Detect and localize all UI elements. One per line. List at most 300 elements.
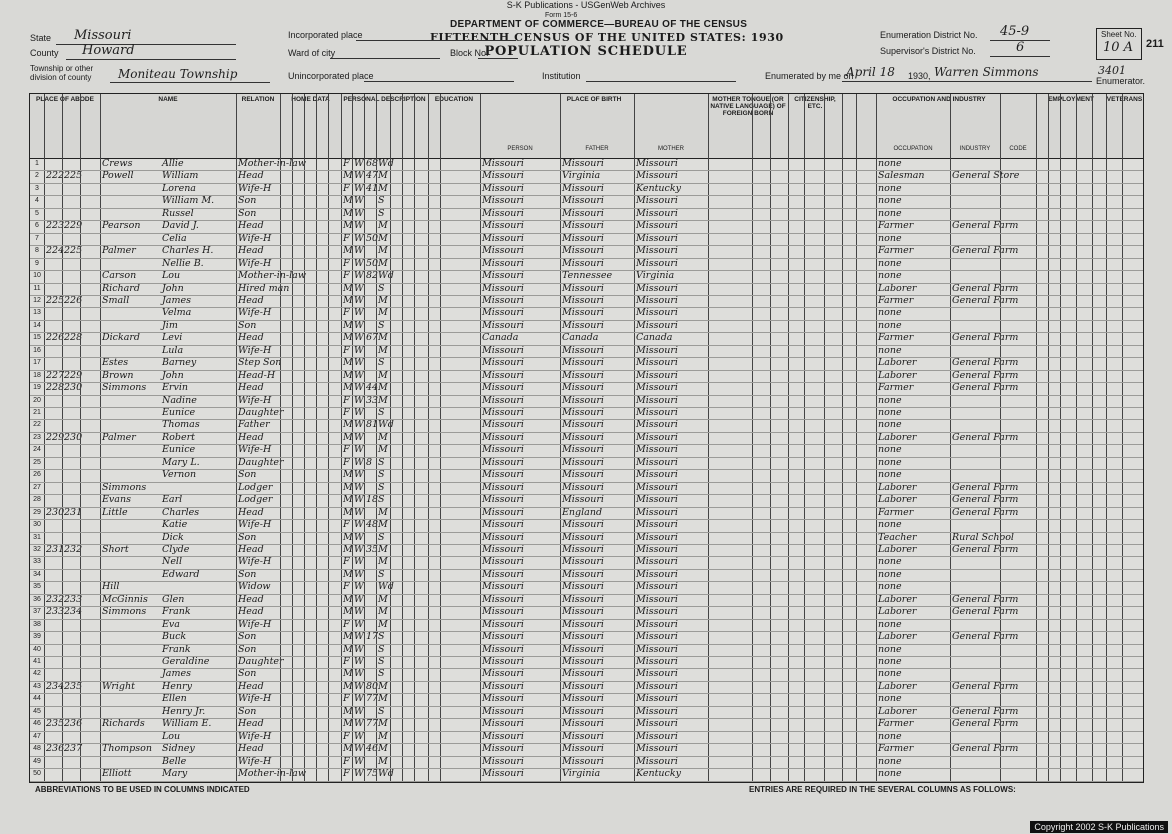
birthplace-father: Virginia xyxy=(562,170,601,182)
family-number: 233 xyxy=(64,593,83,605)
relation: Son xyxy=(238,568,257,580)
birthplace-father: Missouri xyxy=(562,730,604,742)
marital-status: M xyxy=(378,593,388,605)
given-name: William M. xyxy=(162,195,215,207)
dwelling-number: 228 xyxy=(46,382,65,394)
birthplace-mother: Missouri xyxy=(636,357,678,369)
occupation: none xyxy=(878,394,902,406)
marital-status: M xyxy=(378,680,388,692)
family-number: 231 xyxy=(64,506,83,518)
dwelling-number: 236 xyxy=(46,743,65,755)
table-row xyxy=(30,208,1143,220)
marital-status: Wd xyxy=(378,581,394,593)
given-name: Clyde xyxy=(162,543,190,555)
age: 80 xyxy=(366,680,379,692)
row-rule xyxy=(30,444,1143,445)
surname: Richard xyxy=(102,282,140,294)
dwelling-number: 232 xyxy=(46,593,65,605)
birthplace-person: Missouri xyxy=(482,270,524,282)
birthplace-father: Missouri xyxy=(562,469,604,481)
birthplace-father: Missouri xyxy=(562,680,604,692)
birthplace-father: Missouri xyxy=(562,245,604,257)
occupation: Laborer xyxy=(878,369,917,381)
relation: Head xyxy=(238,170,264,182)
relation: Head xyxy=(238,332,264,344)
row-rule xyxy=(30,581,1143,582)
occupation: Farmer xyxy=(878,718,914,730)
industry: General Farm xyxy=(952,506,1019,518)
table-row xyxy=(30,644,1143,656)
race: W xyxy=(354,593,364,605)
table-row xyxy=(30,594,1143,606)
column-divider xyxy=(428,94,429,782)
table-row xyxy=(30,743,1143,755)
relation: Son xyxy=(238,643,257,655)
surname: Small xyxy=(102,294,130,306)
sheet-no-label: Sheet No. xyxy=(1101,30,1137,39)
family-number: 236 xyxy=(64,718,83,730)
enumeration-date: April 18 xyxy=(846,65,895,79)
birthplace-mother: Missouri xyxy=(636,556,678,568)
birthplace-father: Missouri xyxy=(562,606,604,618)
page-stamp-small: 3401 xyxy=(1098,64,1126,77)
row-number: 10 xyxy=(33,272,41,280)
row-number: 32 xyxy=(33,545,41,553)
column-divider xyxy=(352,94,353,782)
year-label: 1930, xyxy=(908,71,931,81)
row-rule xyxy=(30,395,1143,396)
race: W xyxy=(354,519,364,531)
row-rule xyxy=(30,195,1143,196)
sex: F xyxy=(343,656,350,667)
occupation: Laborer xyxy=(878,705,917,717)
sex: F xyxy=(343,456,350,468)
industry: General Farm xyxy=(952,282,1019,294)
industry: General Farm xyxy=(952,631,1019,643)
row-rule xyxy=(30,357,1143,358)
row-number: 29 xyxy=(33,508,41,516)
age: 77 xyxy=(366,693,379,705)
given-name: Mary L. xyxy=(162,456,200,468)
row-rule xyxy=(30,245,1143,246)
birthplace-person: Missouri xyxy=(482,494,524,506)
marital-status: S xyxy=(378,481,385,493)
occupation: none xyxy=(878,307,902,319)
marital-status: Wd xyxy=(378,158,394,169)
dwelling-number: 235 xyxy=(46,718,65,730)
column-divider xyxy=(402,94,403,782)
relation: Wife-H xyxy=(238,257,272,269)
sex: F xyxy=(343,556,350,568)
sex: M xyxy=(343,481,353,493)
marital-status: S xyxy=(378,407,385,418)
given-name: Eunice xyxy=(162,444,196,456)
birthplace-mother: Missouri xyxy=(636,419,678,431)
column-divider xyxy=(1000,94,1001,782)
column-headers xyxy=(30,94,1143,159)
given-name: Nell xyxy=(162,556,183,568)
surname: Palmer xyxy=(102,431,136,443)
table-row xyxy=(30,407,1143,419)
table-row xyxy=(30,170,1143,182)
row-number: 3 xyxy=(35,184,39,192)
birthplace-mother: Missouri xyxy=(636,568,678,580)
row-rule xyxy=(30,781,1143,782)
family-number: 229 xyxy=(64,369,83,381)
enumeration-district-value: 45-9 xyxy=(1000,24,1030,39)
row-number: 43 xyxy=(33,682,41,690)
birthplace-mother: Missouri xyxy=(636,207,678,219)
given-name: James xyxy=(162,294,191,306)
race: W xyxy=(354,656,364,667)
row-number: 6 xyxy=(35,222,39,230)
birthplace-father: Missouri xyxy=(562,556,604,568)
relation: Head xyxy=(238,294,264,306)
copyright-notice: Copyright 2002 S-K Publications xyxy=(1030,821,1168,833)
birthplace-father: Missouri xyxy=(562,481,604,493)
relation: Daughter xyxy=(238,407,284,418)
column-divider xyxy=(804,94,805,782)
birthplace-father: Missouri xyxy=(562,668,604,680)
given-name: Edward xyxy=(162,568,200,580)
occupation: none xyxy=(878,232,902,244)
row-number: 24 xyxy=(33,446,41,454)
row-number: 11 xyxy=(33,284,41,292)
birthplace-mother: Missouri xyxy=(636,444,678,456)
row-number: 2 xyxy=(35,172,39,180)
age: 46 xyxy=(366,743,379,755)
row-number: 13 xyxy=(33,309,41,317)
birthplace-person: Missouri xyxy=(482,369,524,381)
occupation: none xyxy=(878,668,902,680)
sex: F xyxy=(343,768,350,780)
township-label: Township or other xyxy=(30,64,94,73)
industry: Rural School xyxy=(952,531,1014,543)
column-divider xyxy=(364,94,365,782)
relation: Son xyxy=(238,705,257,717)
relation: Head xyxy=(238,593,264,605)
birthplace-mother: Missouri xyxy=(636,656,678,667)
table-row xyxy=(30,245,1143,257)
birthplace-person: Missouri xyxy=(482,195,524,207)
birthplace-mother: Kentucky xyxy=(636,768,681,780)
sex: M xyxy=(343,631,353,643)
row-number: 39 xyxy=(33,633,41,641)
marital-status: Wd xyxy=(378,768,394,780)
race: W xyxy=(354,581,364,593)
column-subheader-person: PERSON xyxy=(507,146,533,152)
birthplace-father: Missouri xyxy=(562,631,604,643)
race: W xyxy=(354,705,364,717)
birthplace-mother: Missouri xyxy=(636,232,678,244)
industry: General Farm xyxy=(952,606,1019,618)
marital-status: M xyxy=(378,618,388,630)
age: 44 xyxy=(366,382,379,394)
supervisors-district-label: Supervisor's District No. xyxy=(880,46,976,56)
relation: Head xyxy=(238,506,264,518)
birthplace-person: Missouri xyxy=(482,631,524,643)
birthplace-mother: Missouri xyxy=(636,755,678,767)
row-number: 22 xyxy=(33,421,41,429)
race: W xyxy=(354,431,364,443)
column-subheader-mother: MOTHER xyxy=(658,146,684,152)
sex: M xyxy=(343,419,353,431)
row-rule xyxy=(30,668,1143,669)
occupation: none xyxy=(878,469,902,481)
surname: Simmons xyxy=(102,606,147,618)
relation: Head xyxy=(238,743,264,755)
dwelling-number: 224 xyxy=(46,245,65,257)
row-number: 1 xyxy=(35,160,39,167)
marital-status: S xyxy=(378,631,385,643)
table-row xyxy=(30,395,1143,407)
dwelling-number: 230 xyxy=(46,506,65,518)
birthplace-person: Missouri xyxy=(482,543,524,555)
row-number: 26 xyxy=(33,471,41,479)
birthplace-mother: Missouri xyxy=(636,494,678,506)
column-divider xyxy=(100,94,101,782)
occupation: Laborer xyxy=(878,606,917,618)
race: W xyxy=(354,718,364,730)
surname: McGinnis xyxy=(102,593,148,605)
dwelling-number: 222 xyxy=(46,170,65,182)
dwelling-number: 226 xyxy=(46,332,65,344)
group-header: PLACE OF ABODE xyxy=(36,96,94,103)
row-rule xyxy=(30,644,1143,645)
column-divider xyxy=(304,94,305,782)
age: 67 xyxy=(366,332,379,344)
given-name: Velma xyxy=(162,307,192,319)
industry: General Store xyxy=(952,170,1020,182)
marital-status: M xyxy=(378,369,388,381)
given-name: William xyxy=(162,170,199,182)
sex: M xyxy=(343,643,353,655)
occupation: Laborer xyxy=(878,680,917,692)
birthplace-mother: Missouri xyxy=(636,431,678,443)
relation: Widow xyxy=(238,581,271,593)
occupation: none xyxy=(878,319,902,331)
birthplace-person: Missouri xyxy=(482,568,524,580)
birthplace-mother: Missouri xyxy=(636,543,678,555)
row-number: 33 xyxy=(33,558,41,566)
row-number: 20 xyxy=(33,396,41,404)
birthplace-mother: Missouri xyxy=(636,220,678,232)
table-row xyxy=(30,706,1143,718)
row-rule xyxy=(30,532,1143,533)
race: W xyxy=(354,631,364,643)
birthplace-mother: Missouri xyxy=(636,282,678,294)
age: 50 xyxy=(366,257,379,269)
race: W xyxy=(354,668,364,680)
dwelling-number: 227 xyxy=(46,369,65,381)
birthplace-father: Missouri xyxy=(562,307,604,319)
row-number: 41 xyxy=(33,658,41,665)
given-name: Lula xyxy=(162,344,184,356)
stamp-number: 211 xyxy=(1146,38,1164,50)
birthplace-father: Missouri xyxy=(562,394,604,406)
surname: Brown xyxy=(102,369,134,381)
race: W xyxy=(354,158,364,169)
column-divider xyxy=(788,94,789,782)
row-number: 25 xyxy=(33,458,41,466)
sex: M xyxy=(343,282,353,294)
column-divider xyxy=(950,94,951,782)
enumerator-name: Warren Simmons xyxy=(934,65,1039,79)
birthplace-person: Missouri xyxy=(482,481,524,493)
relation: Son xyxy=(238,469,257,481)
column-divider xyxy=(560,94,561,782)
relation: Wife-H xyxy=(238,618,272,630)
row-rule xyxy=(30,482,1143,483)
row-number: 44 xyxy=(33,695,41,703)
relation: Wife-H xyxy=(238,232,272,244)
marital-status: M xyxy=(378,382,388,394)
given-name: Dick xyxy=(162,531,184,543)
row-rule xyxy=(30,768,1143,769)
row-rule xyxy=(30,457,1143,458)
sex: M xyxy=(343,170,353,182)
row-rule xyxy=(30,731,1143,732)
occupation: Laborer xyxy=(878,543,917,555)
sex: M xyxy=(343,593,353,605)
column-divider xyxy=(341,94,342,782)
birthplace-person: Missouri xyxy=(482,668,524,680)
birthplace-person: Missouri xyxy=(482,656,524,667)
table-row xyxy=(30,668,1143,680)
entries-required-title: ENTRIES ARE REQUIRED IN THE SEVERAL COLUMNS AS FOLLOWS: xyxy=(749,785,1016,794)
birthplace-mother: Missouri xyxy=(636,307,678,319)
race: W xyxy=(354,307,364,319)
group-header: CITIZENSHIP, ETC. xyxy=(794,96,836,110)
table-row xyxy=(30,507,1143,519)
table-row xyxy=(30,569,1143,581)
group-header: NAME xyxy=(158,96,178,103)
given-name: Lou xyxy=(162,270,181,282)
table-row xyxy=(30,544,1143,556)
marital-status: S xyxy=(378,705,385,717)
birthplace-mother: Missouri xyxy=(636,680,678,692)
age: 75 xyxy=(366,768,379,780)
sex: M xyxy=(343,506,353,518)
birthplace-father: Missouri xyxy=(562,581,604,593)
column-divider xyxy=(876,94,877,782)
industry: General Farm xyxy=(952,718,1019,730)
occupation: none xyxy=(878,257,902,269)
birthplace-father: Missouri xyxy=(562,456,604,468)
race: W xyxy=(354,755,364,767)
race: W xyxy=(354,543,364,555)
industry: General Farm xyxy=(952,593,1019,605)
birthplace-mother: Missouri xyxy=(636,369,678,381)
sex: F xyxy=(343,307,350,319)
given-name: Belle xyxy=(162,755,187,767)
row-rule xyxy=(30,569,1143,570)
occupation: Laborer xyxy=(878,494,917,506)
table-row xyxy=(30,258,1143,270)
birthplace-father: Missouri xyxy=(562,568,604,580)
relation: Lodger xyxy=(238,481,273,493)
birthplace-father: Missouri xyxy=(562,344,604,356)
row-number: 48 xyxy=(33,745,41,753)
given-name: Charles H. xyxy=(162,245,214,257)
column-divider xyxy=(480,94,481,782)
surname: Pearson xyxy=(102,220,141,232)
given-name: James xyxy=(162,668,191,680)
column-divider xyxy=(440,94,441,782)
race: W xyxy=(354,270,364,282)
birthplace-father: Missouri xyxy=(562,357,604,369)
enumerator-label: Enumerator. xyxy=(1096,76,1146,86)
relation: Wife-H xyxy=(238,394,272,406)
row-rule xyxy=(30,320,1143,321)
given-name: Mary xyxy=(162,768,188,780)
industry: General Farm xyxy=(952,220,1019,232)
row-rule xyxy=(30,556,1143,557)
column-divider xyxy=(292,94,293,782)
given-name: Charles xyxy=(162,506,200,518)
column-divider xyxy=(1092,94,1093,782)
row-number: 35 xyxy=(33,583,41,591)
incorporated-place-label: Incorporated place xyxy=(288,30,363,40)
column-divider xyxy=(236,94,237,782)
birthplace-father: Tennessee xyxy=(562,270,613,282)
row-number: 8 xyxy=(35,247,39,255)
age: 50 xyxy=(366,232,379,244)
group-header: MOTHER TONGUE (OR NATIVE LANGUAGE) OF FOREIGN BORN xyxy=(710,96,786,117)
birthplace-person: Missouri xyxy=(482,718,524,730)
table-row xyxy=(30,756,1143,768)
marital-status: M xyxy=(378,394,388,406)
sex: M xyxy=(343,245,353,257)
race: W xyxy=(354,257,364,269)
relation: Son xyxy=(238,195,257,207)
family-number: 230 xyxy=(64,382,83,394)
sex: F xyxy=(343,344,350,356)
occupation: none xyxy=(878,158,902,169)
marital-status: M xyxy=(378,543,388,555)
birthplace-father: Virginia xyxy=(562,768,601,780)
age: 8 xyxy=(366,456,373,468)
birthplace-mother: Kentucky xyxy=(636,182,681,194)
birthplace-mother: Missouri xyxy=(636,743,678,755)
relation: Head-H xyxy=(238,369,276,381)
given-name: Barney xyxy=(162,357,197,369)
census-title: FIFTEENTH CENSUS OF THE UNITED STATES: 1930 xyxy=(430,31,784,44)
column-divider xyxy=(1060,94,1061,782)
birthplace-mother: Missouri xyxy=(636,618,678,630)
age: 48 xyxy=(366,519,379,531)
occupation: Teacher xyxy=(878,531,917,543)
sex: F xyxy=(343,519,350,531)
row-number: 36 xyxy=(33,595,41,603)
relation: Wife-H xyxy=(238,755,272,767)
table-row xyxy=(30,718,1143,730)
race: W xyxy=(354,382,364,394)
table-row xyxy=(30,731,1143,743)
sex: F xyxy=(343,232,350,244)
relation: Head xyxy=(238,680,264,692)
race: W xyxy=(354,618,364,630)
row-number: 45 xyxy=(33,707,41,715)
row-rule xyxy=(30,756,1143,757)
occupation: none xyxy=(878,419,902,431)
table-row xyxy=(30,631,1143,643)
family-number: 225 xyxy=(64,245,83,257)
birthplace-person: Missouri xyxy=(482,743,524,755)
surname: Dickard xyxy=(102,332,141,344)
relation: Son xyxy=(238,631,257,643)
division-label: division of county xyxy=(30,73,92,82)
